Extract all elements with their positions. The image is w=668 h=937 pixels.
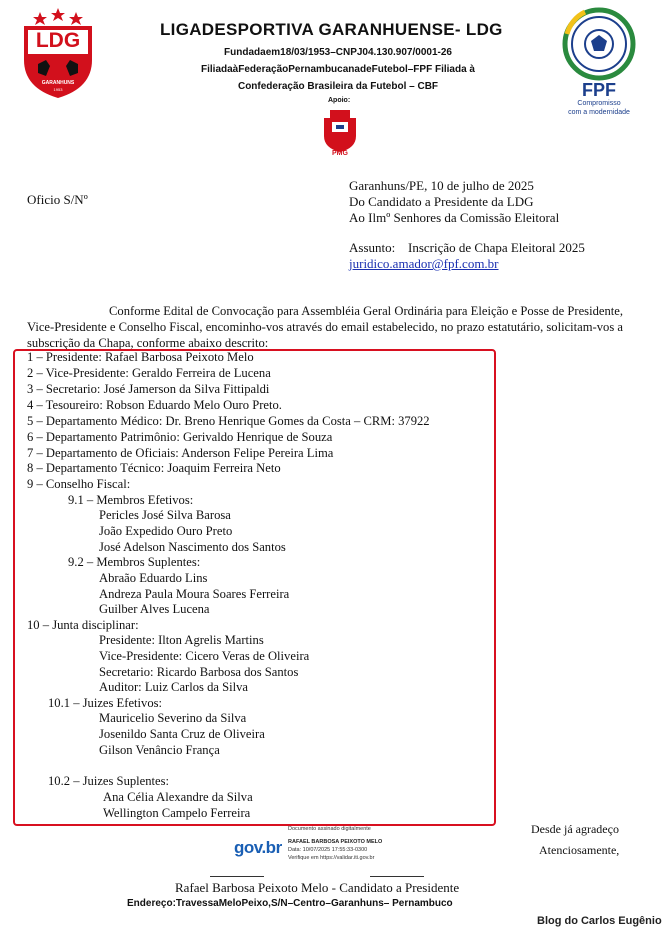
signer-caption: Rafael Barbosa Peixoto Melo - Candidato a Presidente	[175, 880, 460, 895]
digital-signature-stamp	[232, 826, 412, 866]
list-item: 1 – Presidente: Rafael Barbosa Peixoto Melo	[27, 350, 254, 364]
ldg-logo-ribbon: GARANHUNS	[41, 80, 75, 86]
list-item: Mauricelio Severino da Silva	[99, 711, 247, 725]
list-item: Pericles José Silva Barosa	[99, 508, 231, 522]
letter-from: Do Candidato a Presidente da LDG	[349, 194, 534, 209]
signature-line-right	[370, 876, 424, 877]
intro-paragraph	[27, 303, 623, 351]
ldg-logo	[20, 4, 96, 100]
stamp-signer-name: RAFAEL BARBOSA PEIXOTO MELO	[288, 839, 383, 845]
letter-to: Ao Ilmº Senhores da Comissão Eleitoral	[349, 210, 560, 225]
address-line: Endereço:TravessaMeloPeixo,S/N–Centro–Garanhuns– Pernambuco	[127, 898, 453, 909]
pmg-logo-text: PMG	[332, 150, 348, 157]
list-item: José Adelson Nascimento dos Santos	[99, 540, 286, 554]
closing-thanks: Desde já agradeço	[531, 822, 619, 836]
list-item: 2 – Vice-Presidente: Geraldo Ferreira de Lucena	[27, 366, 271, 380]
letter-date: Garanhuns/PE, 10 de julho de 2025	[349, 178, 534, 193]
list-item: 3 – Secretario: José Jamerson da Silva Fittipaldi	[27, 382, 270, 396]
list-item: 10 – Junta disciplinar:	[27, 618, 139, 632]
blog-watermark: Blog do Carlos Eugênio	[537, 915, 662, 927]
list-item: 9 – Conselho Fiscal:	[27, 477, 131, 491]
list-item: 6 – Departamento Patrimônio: Gerivaldo Henrique de Souza	[27, 430, 333, 444]
list-item: João Expedido Ouro Preto	[99, 524, 233, 538]
list-item: Vice-Presidente: Cicero Veras de Oliveira	[99, 649, 310, 663]
list-item: 10.1 – Juizes Efetivos:	[48, 696, 163, 710]
ldg-logo-year: 1953	[53, 87, 63, 92]
list-item: Guilber Alves Lucena	[99, 602, 210, 616]
list-item: Abraão Eduardo Lins	[99, 571, 208, 585]
signature-line-left	[210, 876, 264, 877]
oficio-number: Oficio S/Nº	[27, 192, 88, 207]
header-line-3: Confederação Brasileira da Futebol – CBF	[237, 81, 439, 92]
intro-paragraph-text: Conforme Edital de Convocação para Assembléia Geral Ordinária para Eleição e Posse de Presidente, Vice-Presidente e Conselho Fiscal, encominho-vos através do email estabelecido, no prazo estatutário, solicitam-vos a subscrição da Chapa, conforme abaixo descrito:	[27, 304, 623, 350]
header-line-1: Fundadaem18/03/1953–CNPJ04.130.907/0001-26	[224, 47, 452, 58]
stamp-date: Data: 10/07/2025 17:55:33-0300	[288, 847, 368, 853]
header-line-2: FiliadaàFederaçãoPernambucanadeFutebol–FPF Filiada à	[201, 64, 475, 75]
closing-regards: Atenciosamente,	[539, 843, 620, 857]
list-item: Auditor: Luiz Carlos da Silva	[99, 680, 249, 694]
stamp-title: Documento assinado digitalmente	[288, 826, 371, 832]
list-item: 5 – Departamento Médico: Dr. Breno Henrique Gomes da Costa – CRM: 37922	[27, 414, 430, 428]
govbr-logo: gov.br	[234, 838, 282, 857]
list-item: Secretario: Ricardo Barbosa dos Santos	[99, 665, 299, 679]
fpf-logo	[560, 4, 638, 118]
list-item: Andreza Paula Moura Soares Ferreira	[99, 587, 290, 601]
list-item: 7 – Departamento de Oficiais: Anderson Felipe Pereira Lima	[27, 446, 334, 460]
list-item: Ana Célia Alexandre da Silva	[103, 790, 253, 804]
list-item: 10.2 – Juizes Suplentes:	[48, 774, 170, 788]
list-item: Josenildo Santa Cruz de Oliveira	[99, 727, 265, 741]
fpf-tagline-2: com a modernidade	[568, 109, 630, 116]
support-label: Apoio:	[328, 97, 351, 104]
email-link[interactable]: juridico.amador@fpf.com.br	[349, 256, 499, 271]
pmg-logo	[318, 106, 362, 158]
list-item: Wellington Campelo Ferreira	[103, 806, 251, 820]
list-item: 4 – Tesoureiro: Robson Eduardo Melo Ouro Preto.	[27, 398, 282, 412]
subject-label: Assunto:	[349, 240, 396, 255]
org-name: LIGADESPORTIVA GARANHUENSE- LDG	[160, 20, 503, 39]
fpf-tagline-1: Compromisso	[577, 100, 621, 107]
list-item: Presidente: Ilton Agrelis Martins	[99, 633, 264, 647]
list-item: 9.1 – Membros Efetivos:	[68, 493, 194, 507]
list-item: 8 – Departamento Técnico: Joaquim Ferreira Neto	[27, 461, 281, 475]
ldg-logo-text: LDG	[35, 29, 81, 52]
list-item: 9.2 – Membros Suplentes:	[68, 555, 201, 569]
subject-text: Inscrição de Chapa Eleitoral 2025	[408, 240, 585, 255]
fpf-logo-text: FPF	[582, 80, 616, 100]
list-item: Gilson Venâncio França	[99, 743, 220, 757]
stamp-verify: Verifique em https://validar.iti.gov.br	[288, 855, 375, 861]
